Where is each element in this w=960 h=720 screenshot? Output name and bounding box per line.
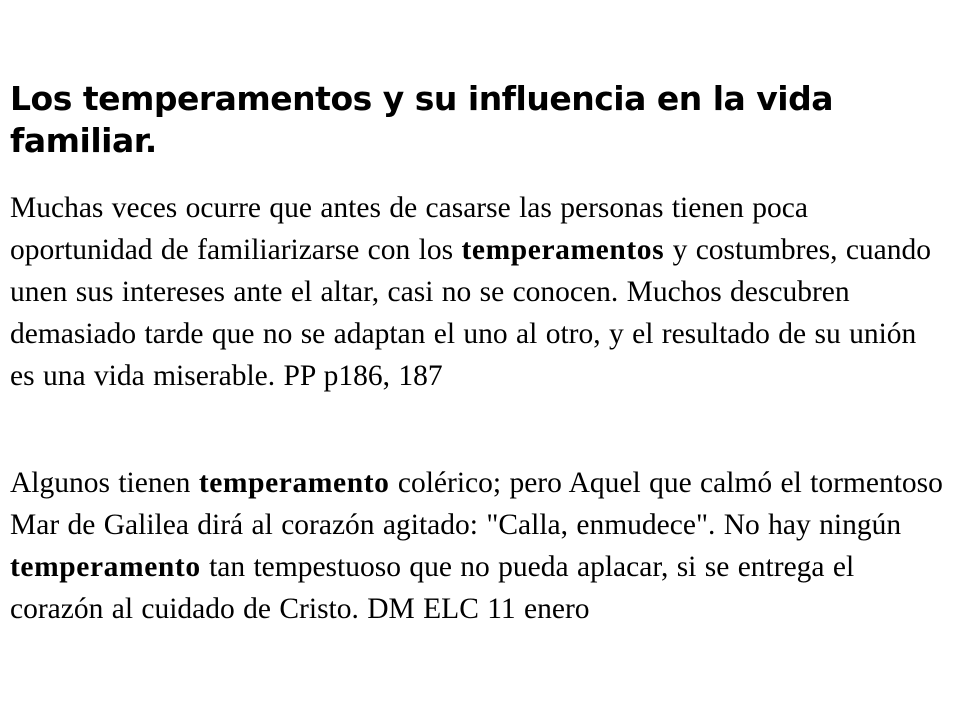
paragraph-1-text-2: y costumbres, cuando unen sus intereses ante el altar, casi no se conocen. Muchos descubren demasiado tarde que no se adaptan el uno al otro, y el resultado de su unión es una vida miserable. PP p186, 187 — [10, 234, 932, 392]
emphasis-temperamento-1: temperamento — [198, 467, 390, 499]
slide-title: Los temperamentos y su influencia en la vida familiar. — [10, 79, 833, 160]
paragraph-1 — [10, 187, 945, 397]
emphasis-temperamento-2: temperamento — [10, 551, 201, 583]
paragraph-2-text-1: Algunos tienen — [10, 467, 199, 499]
paragraph-1-text-1: Muchas veces ocurre que antes de casarse las personas tienen poca oportunidad de familiarizarse con los — [10, 192, 808, 266]
paragraph-2-text-3: tan tempestuoso que no pueda aplacar, si se entrega el corazón al cuidado de Cristo. DM ELC 11 enero — [10, 551, 855, 625]
emphasis-temperamentos: temperamentos — [461, 234, 665, 266]
paragraph-2 — [10, 462, 945, 630]
paragraph-2-text-2: colérico; pero Aquel que calmó el tormentoso Mar de Galilea dirá al corazón agitado: "Calla, enmudece". No hay ningún — [10, 467, 943, 541]
